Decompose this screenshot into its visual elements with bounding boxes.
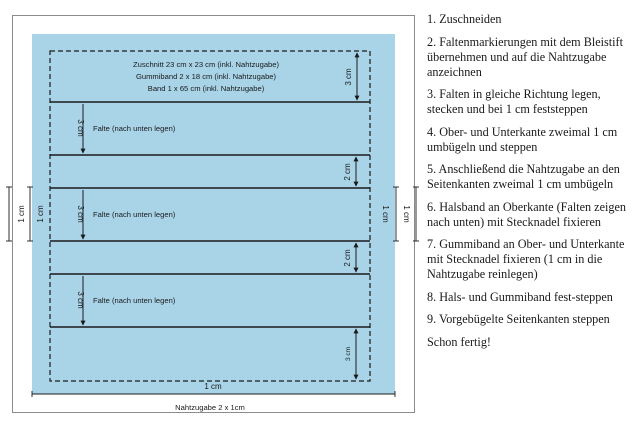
gap-measure: 2 cm bbox=[343, 163, 352, 181]
gap-measure: 2 cm bbox=[343, 249, 352, 267]
right-outer-margin: 1 cm bbox=[402, 205, 411, 223]
band-info-line: Band 1 x 65 cm (inkl. Nahtzugabe) bbox=[147, 84, 265, 93]
fold-measure: 3 cm bbox=[76, 291, 85, 309]
instruction-steps bbox=[427, 12, 639, 357]
fold-label: Falte (nach unten legen) bbox=[93, 210, 176, 219]
step-item: 1. Zuschneiden bbox=[427, 12, 502, 26]
fold-measure: 3 cm bbox=[76, 205, 85, 223]
top-band-measure: 3 cm bbox=[344, 68, 353, 86]
bottom-margin: 1 cm bbox=[204, 382, 222, 391]
step-item: 9. Vorgebügelte Seitenkanten steppen bbox=[427, 312, 610, 326]
left-outer-margin: 1 cm bbox=[17, 205, 26, 223]
fold-measure: 3 cm bbox=[76, 119, 85, 137]
cutting-info-line: Zuschnitt 23 cm x 23 cm (inkl. Nahtzugabe) bbox=[132, 60, 280, 69]
elastic-info-line: Gummiband 2 x 18 cm (inkl. Nahtzugabe) bbox=[135, 72, 277, 81]
step-item: 7. Gummiband an Ober- und Unterkante mit Stecknadel fixieren (1 cm in die Nahtzugabe reinlegen) bbox=[427, 237, 625, 281]
step-item: 3. Falten in gleiche Richtung legen, stecken und bei 1 cm feststeppen bbox=[427, 87, 601, 116]
step-item: 8. Hals- und Gummiband fest-steppen bbox=[427, 289, 613, 304]
right-inner-margin: 1 cm bbox=[381, 205, 390, 223]
fold-label: Falte (nach unten legen) bbox=[93, 124, 176, 133]
step-item: 5. Anschließend die Nahtzugabe an den Seitenkanten zweimal 1 cm umbügeln bbox=[427, 162, 620, 191]
bottom-band-measure: 3 cm bbox=[345, 346, 352, 362]
left-inner-margin: 1 cm bbox=[36, 205, 45, 223]
step-item: 6. Halsband an Oberkante (Falten zeigen nach unten) mit Stecknadel fixieren bbox=[427, 199, 626, 229]
fold-label: Falte (nach unten legen) bbox=[93, 296, 176, 305]
step-item: 4. Ober- und Unterkante zweimal 1 cm umbügeln und steppen bbox=[427, 124, 618, 154]
closing-line: Schon fertig! bbox=[427, 334, 491, 349]
step-item: 2. Faltenmarkierungen mit dem Bleistift übernehmen und auf die Nahtzugabe anzeichnen bbox=[427, 34, 623, 79]
seam-allowance-caption: Nahtzugabe 2 x 1cm bbox=[175, 403, 245, 412]
